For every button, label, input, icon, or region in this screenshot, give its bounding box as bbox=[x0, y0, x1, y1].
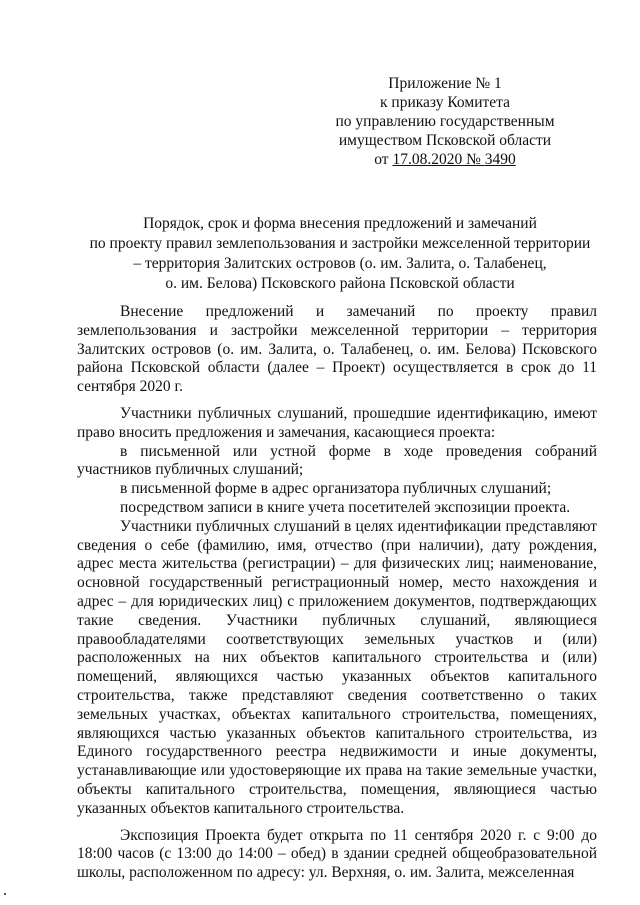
document-body bbox=[77, 303, 597, 883]
appendix-header bbox=[300, 74, 590, 169]
scan-speck bbox=[4, 893, 6, 895]
paragraph-form-record-book: посредством записи в книге учета посетителей экспозиции проекта. bbox=[120, 498, 571, 516]
paragraph-form-meetings: в письменной или устной форме в ходе проведения собраний участников публичных слушаний; bbox=[77, 442, 597, 479]
paragraph-identification: Участники публичных слушаний в целях идентификации представляют сведения о себе (фамилию, имя, отчество (при наличии), дату рождения, адрес места жительства (регистрации) – для физических лиц; наименование, основной государственный регистрационный номер, место нахождения и адрес – для юридических лиц) с приложением документов, подтверждающих такие сведения. Участники публичных слушаний, являющиеся правообладателями соответствующих земельных участков и (или) расположенных на них объектов капитального строительства и (или) помещений, являющихся частью указанных объектов капитального строительства, также представляют сведения соответственно о таких земельных участках, объектах капитального строительства, помещениях, являющихся частью указанных объектов капитального строительства, из Единого государственного реестра недвижимости и иные документы, устанавливающие или удостоверяющие их права на такие земельные участки, объекты капитального строительства, помещения, являющиеся частью указанных объектов капитального строительства. bbox=[77, 517, 597, 817]
appendix-order-ref: к приказу Комитета bbox=[380, 94, 510, 111]
appendix-committee-cont: имуществом Псковской области bbox=[338, 132, 552, 149]
title-line-1: Порядок, срок и форма внесения предложений и замечаний bbox=[143, 215, 537, 232]
appendix-date-line bbox=[300, 150, 590, 169]
title-line-4: о. им. Белова) Псковского района Псковской области bbox=[165, 275, 515, 292]
document-title bbox=[60, 214, 620, 294]
paragraph-form-written: в письменной форме в адрес организатора публичных слушаний; bbox=[120, 480, 552, 498]
order-date: 17.08.2020 bbox=[392, 151, 463, 168]
appendix-number: Приложение № 1 bbox=[388, 75, 502, 92]
paragraph-deadline: Внесение предложений и замечаний по проекту правил землепользования и застройки межселенной территории – территория Залитских островов (о. им. Залита, о. Талабенец, о. им. Белова) Псковского района Псковской области (далее – Проект) осуществляется в срок до 11 сентября 2020 г. bbox=[77, 303, 597, 396]
appendix-committee: по управлению государственным bbox=[335, 113, 555, 130]
paragraph-exposition: Экспозиция Проекта будет открыта по 11 сентября 2020 г. с 9:00 до 18:00 часов (с 13:00 до 14:00 – обед) в здании средней общеобразовательной школы, расположенном по адресу: ул. Верхняя, о. им. Залита, межселенная bbox=[77, 826, 597, 882]
order-number: 3490 bbox=[484, 151, 516, 168]
date-prefix: от bbox=[374, 151, 393, 168]
title-line-3: – территория Залитских островов (о. им. Залита, о. Талабенец, bbox=[133, 255, 547, 272]
title-line-2: по проекту правил землепользования и застройки межселенной территории bbox=[89, 235, 591, 252]
paragraph-participants-right: Участники публичных слушаний, прошедшие идентификацию, имеют право вносить предложения и замечания, касающиеся проекта: bbox=[77, 404, 597, 441]
number-sign: № bbox=[462, 151, 485, 168]
